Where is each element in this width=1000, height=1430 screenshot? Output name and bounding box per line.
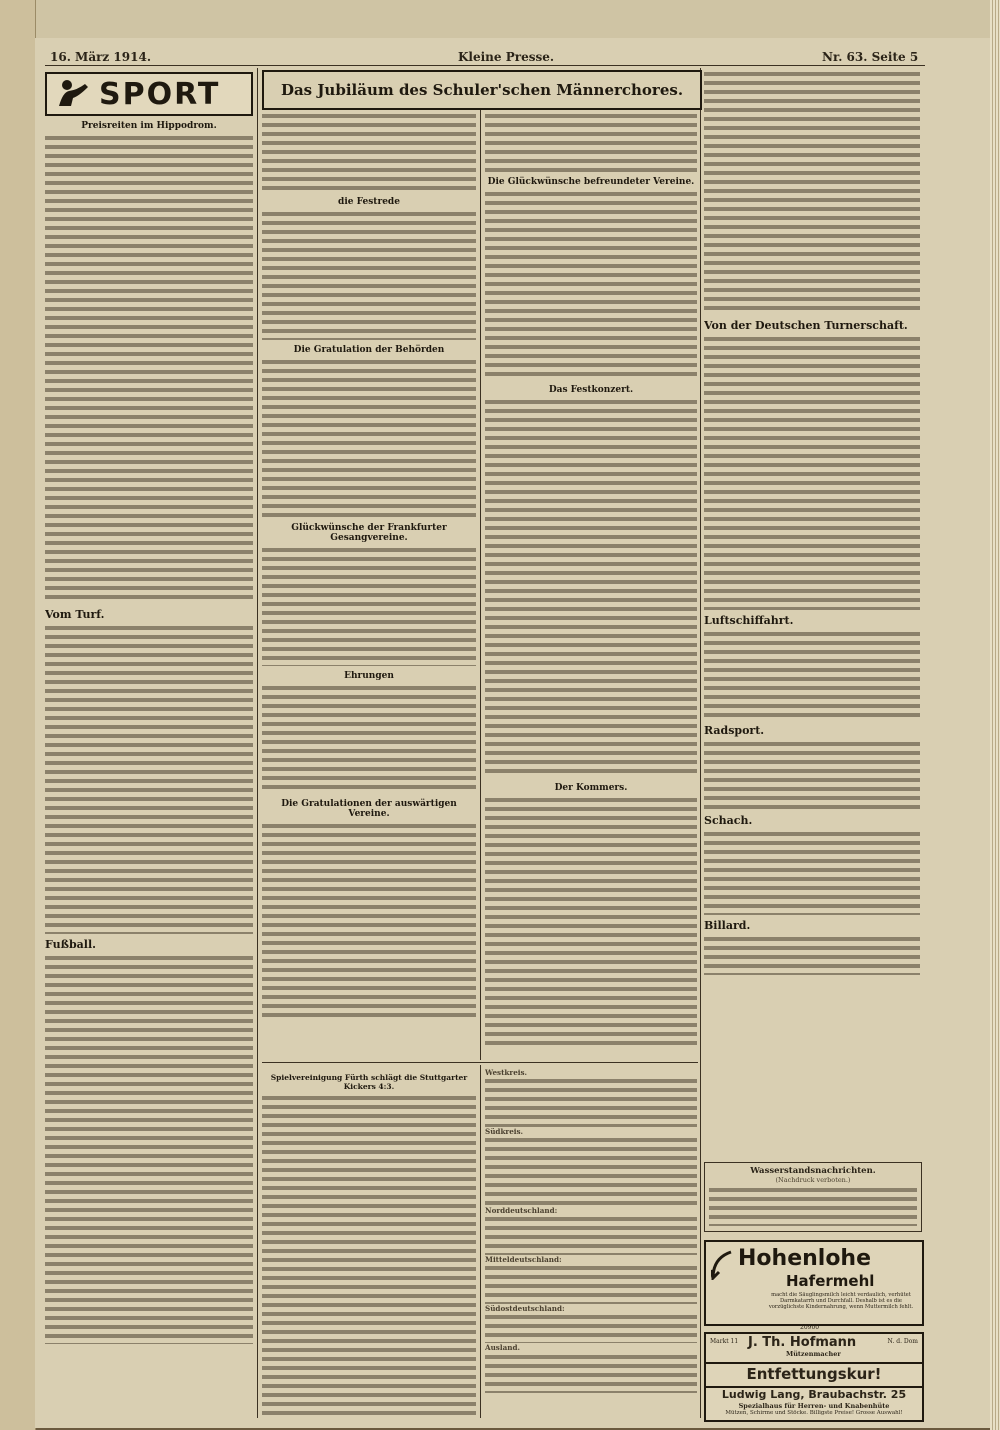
section-rule-lower	[262, 1062, 698, 1063]
lang-lines	[706, 1410, 922, 1416]
sport-logo	[45, 72, 253, 116]
article-continued-text	[485, 112, 697, 172]
subhead-festrede: die Festrede	[338, 197, 400, 207]
hohenlohe-product: Hafermehl	[786, 1272, 875, 1290]
hofmann-sub: Mützenmacher	[786, 1350, 841, 1358]
lang-sub: Spezialhaus für Herren- und Knabenhüte	[738, 1402, 890, 1410]
arrow-icon	[711, 1250, 733, 1280]
label-mitteldeutschland: Mitteldeutschland:	[485, 1255, 562, 1265]
schach-text	[704, 830, 920, 915]
subhead-befreundete: Die Glückwünsche befreundeter Vereine.	[487, 177, 695, 187]
section-schach: Schach.	[704, 814, 753, 827]
ad-entfettungskur	[704, 1362, 924, 1388]
article-intro-text	[262, 112, 476, 192]
label-suedkreis: Südkreis.	[485, 1127, 524, 1137]
article-gratulation-text	[262, 358, 476, 518]
article-turf-text	[45, 624, 253, 934]
hohenlohe-tagline: macht die Säuglingsmilch leicht verdaulich, verhütet Darmkatarrh und Durchfall. Deshalb ist es die vorzüglichste Kindernahrung, wenn Muttermilch fehlt.	[768, 1292, 914, 1310]
main-article-column-a	[262, 112, 476, 1060]
hofmann-left: Markt 11	[710, 1338, 739, 1345]
ad-ludwig-lang	[704, 1386, 924, 1422]
athlete-icon	[55, 78, 93, 108]
section-fussball: Fußball.	[45, 938, 96, 951]
entfettung-title: Entfettungskur!	[746, 1365, 882, 1383]
lang-title: Ludwig Lang, Braubachstr. 25	[721, 1388, 907, 1401]
water-table-subtitle: (Nachdruck verboten.)	[775, 1176, 851, 1184]
subhead-festkonzert: Das Festkonzert.	[548, 385, 634, 395]
sport-news-column	[704, 70, 920, 1185]
section-radsport: Radsport.	[704, 724, 765, 737]
hohenlohe-brand: Hohenlohe	[738, 1246, 872, 1271]
luftschiffahrt-text	[704, 630, 920, 720]
article-kommers-text	[485, 796, 697, 1046]
column-rule-3	[700, 68, 701, 1418]
turnerschaft-text	[704, 335, 920, 610]
lang-line1: Mützen, Schirme und Stöcke.	[725, 1410, 809, 1416]
water-table-rows	[709, 1186, 917, 1226]
results-suedostdeutschland-text	[485, 1313, 697, 1343]
ad-hofmann	[704, 1332, 924, 1364]
article-glueckwuensche-text	[262, 546, 476, 666]
column-rule-lower	[480, 1065, 481, 1418]
issue-page-number: Nr. 63. Seite 5	[822, 50, 919, 64]
billard-text	[704, 935, 920, 975]
football-continued-text	[704, 70, 920, 315]
subhead-auswaertige: Die Gratulationen der auswärtigen Vereine.	[281, 799, 457, 819]
section-turnerschaft: Von der Deutschen Turnerschaft.	[704, 319, 908, 332]
section-billard: Billard.	[704, 919, 751, 932]
article-auswaertige-text	[262, 822, 476, 1022]
subhead-glueckwuensche: Glückwünsche der Frankfurter Gesangvereine.	[291, 523, 447, 543]
subhead-kommers: Der Kommers.	[554, 783, 628, 793]
article-fussball-text	[45, 954, 253, 1344]
column-rule-2	[480, 110, 481, 1060]
header-rule	[45, 65, 925, 66]
section-vom-turf: Vom Turf.	[45, 608, 105, 621]
lang-line2: Billigste Preise!	[809, 1410, 855, 1416]
label-suedostdeutschland: Südostdeutschland:	[485, 1304, 565, 1314]
headline-spvgg-fuerth: Spielvereinigung Fürth schlägt die Stuttgarter Kickers 4:3.	[270, 1073, 468, 1091]
results-westkreis-text	[485, 1077, 697, 1127]
page-date: 16. März 1914.	[50, 50, 152, 64]
article-festrede-text	[262, 210, 476, 340]
hofmann-name: J. Th. Hofmann	[748, 1335, 857, 1350]
radsport-text	[704, 740, 920, 810]
results-mitteldeutschland-text	[485, 1264, 697, 1304]
newspaper-name: Kleine Presse.	[458, 50, 555, 64]
sport-column	[45, 72, 253, 1417]
lang-line3: Grosse Auswahl!	[855, 1410, 903, 1416]
water-table-title: Wasserstandsnachrichten.	[750, 1166, 876, 1176]
section-luftschiffahrt: Luftschiffahrt.	[704, 614, 794, 627]
results-ausland-text	[485, 1353, 697, 1393]
hofmann-right: N. d. Dom	[887, 1338, 918, 1345]
subhead-ehrungen: Ehrungen	[344, 671, 394, 681]
article-preisreiten-text	[45, 134, 253, 604]
label-norddeutschland: Norddeutschland:	[485, 1206, 558, 1216]
ad-hohenlohe	[704, 1240, 924, 1326]
scan-top-margin	[35, 0, 990, 38]
football-results-column	[485, 1068, 697, 1418]
hohenlohe-code: 20900	[800, 1324, 820, 1331]
headline-preisreiten: Preisreiten im Hippodrom.	[81, 121, 217, 131]
football-report-column	[262, 1068, 476, 1418]
article-ehrungen-text	[262, 684, 476, 794]
results-norddeutschland-text	[485, 1215, 697, 1255]
subhead-gratulation: Die Gratulation der Behörden	[293, 345, 445, 355]
adjacent-page-strip	[0, 0, 36, 1430]
book-edge	[990, 0, 1000, 1430]
sport-logo-text: SPORT	[99, 77, 221, 112]
results-suedkreis-text	[485, 1136, 697, 1206]
main-article-title: Das Jubiläum des Schuler'schen Männerchores.	[262, 70, 702, 110]
label-ausland: Ausland.	[485, 1343, 520, 1353]
water-level-table	[704, 1162, 922, 1232]
column-rule-1	[257, 68, 258, 1418]
article-befreundete-text	[485, 190, 697, 380]
main-article-column-b	[485, 112, 697, 1060]
label-westkreis: Westkreis.	[485, 1068, 528, 1077]
football-report-text	[262, 1094, 476, 1418]
article-festkonzert-text	[485, 398, 697, 778]
